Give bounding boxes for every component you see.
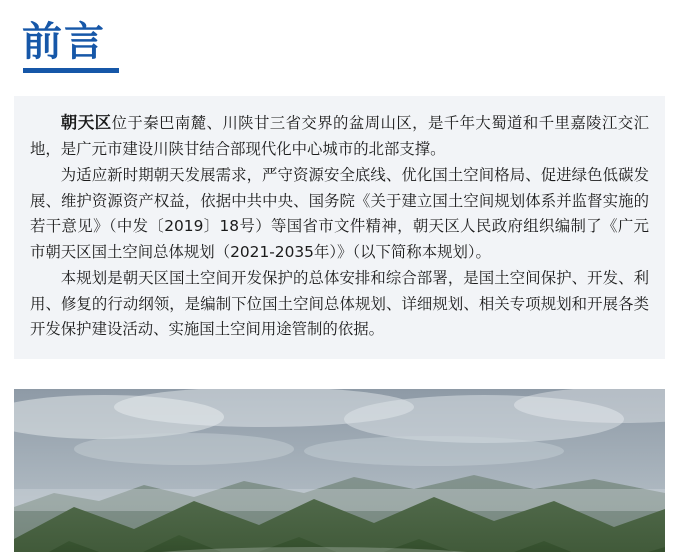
title-underline — [23, 68, 119, 73]
page-title-text: 前言 — [22, 19, 106, 65]
preface-text-card — [14, 96, 665, 359]
page-title — [22, 19, 119, 73]
mountain-landscape-photo — [14, 389, 665, 552]
paragraph-2: 为适应新时期朝天发展需求，严守资源安全底线、优化国土空间格局、促进绿色低碳发展、维护资源资产权益，依据中共中央、国务院《关于建立国土空间规划体系并监督实施的若干意见》（中发〔2019〕18号）等国省市文件精神，朝天区人民政府组织编制了《广元市朝天区国土空间总体规划（2021-2035年）》（以下简称本规划）。 — [30, 166, 649, 261]
paragraph-1 — [30, 110, 649, 162]
paragraph-1-text: 位于秦巴南麓、川陕甘三省交界的盆周山区，是千年大蜀道和千里嘉陵江交汇地，是广元市建设川陕甘结合部现代化中心城市的北部支撑。 — [30, 114, 649, 158]
paragraph-3: 本规划是朝天区国土空间开发保护的总体安排和综合部署，是国土空间保护、开发、利用、修复的行动纲领，是编制下位国土空间总体规划、详细规划、相关专项规划和开展各类开发保护建设活动、实施国土空间用途管制的依据。 — [30, 269, 649, 338]
paragraph-1-lead: 朝天区 — [60, 113, 112, 132]
